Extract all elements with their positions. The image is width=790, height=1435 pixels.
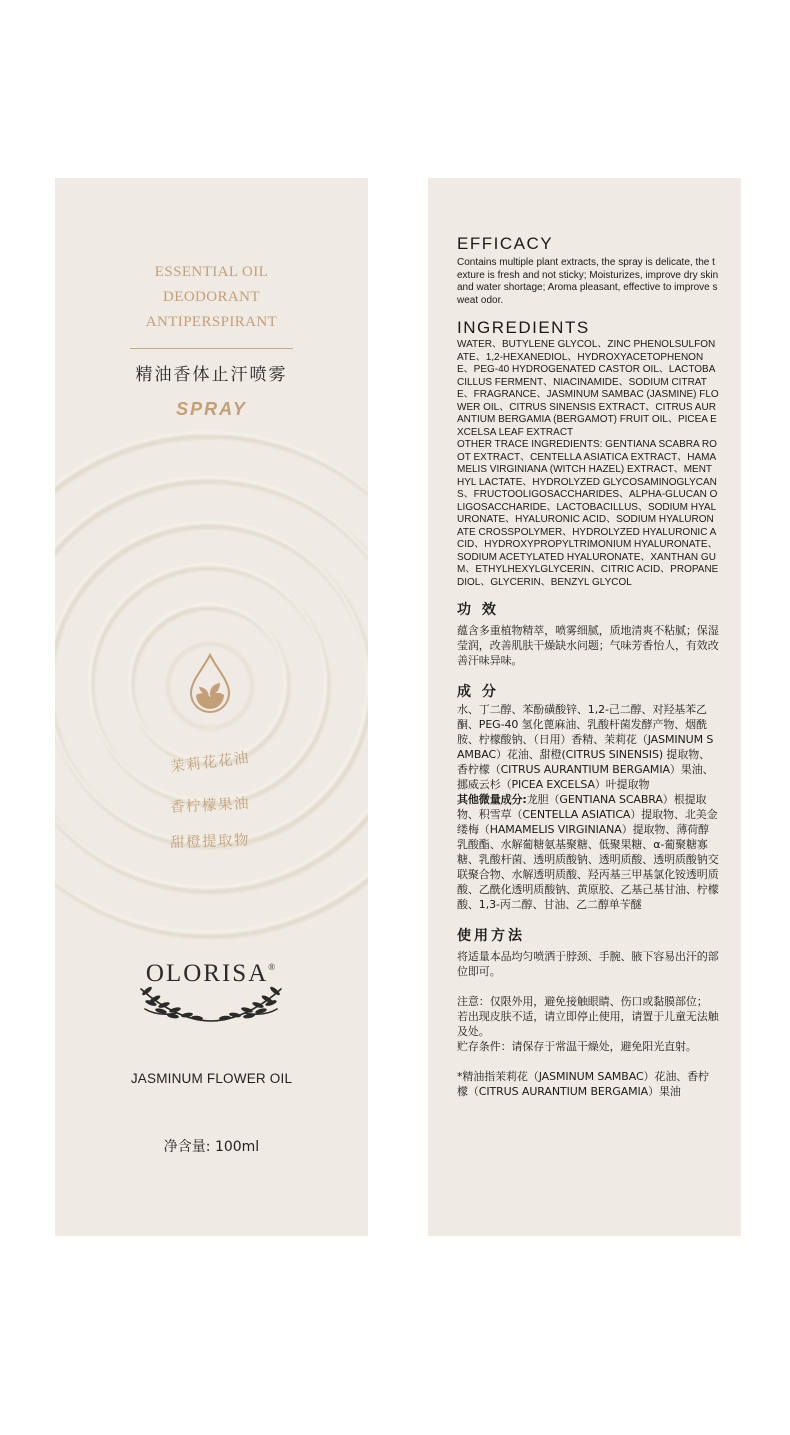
product-title-line-2: DEODORANT [163, 289, 260, 305]
efficacy-cn-text: 蕴含多重植物精萃，喷雾细腻，质地清爽不粘腻；保湿莹润，改善肌肤干燥缺水问题；气味芳香怡人，有效改善汗味异味。 [457, 624, 719, 667]
key-ingredient-3: 甜橙提取物 [169, 832, 251, 852]
product-line-name: JASMINUM FLOWER OIL [130, 1071, 293, 1086]
key-ingredient-1: 茉莉花花油 [169, 750, 251, 776]
efficacy-cn-heading: 功 效 [457, 602, 499, 618]
ingredients-cn-text: 水、丁二醇、苯酚磺酸锌、1,2-己二醇、对羟基苯乙酮、PEG-40 氢化蓖麻油、乳酸杆菌发酵产物、烟酰胺、柠檬酸钠、（日用）香精、茉莉花（JASMINUM SAMBAC）花油、甜橙(CITRUS SINENSIS) 提取物、香柠檬（CITRUS AURANTIUM BERGAMIA）果油、挪威云杉（PICEA EXCELSA）叶提取物 [457, 703, 714, 791]
efficacy-heading: EFFICACY [457, 234, 554, 253]
net-content: 净含量: 100ml [163, 1139, 260, 1155]
oil-drop-leaf-icon [189, 653, 231, 715]
efficacy-text: Contains multiple plant extracts, the spray is delicate, the texture is fresh and not sticky; Moisturizes, improve dry skin and water shortage; Aroma pleasant, effective to improve sweat odor. [457, 257, 719, 306]
back-text-column [457, 235, 719, 1099]
trace-ingredients-cn [457, 792, 719, 912]
ingredients-heading: INGREDIENTS [457, 318, 590, 337]
ingredients-text: WATER、BUTYLENE GLYCOL、ZINC PHENOLSULFONATE、1,2-HEXANEDIOL、HYDROXYACETOPHENONE、PEG-40 HYDROGENATED CASTOR OIL、LACTOBACILLUS FERMENT、NIACINAMIDE、SODIUM CITRATE、FRAGRANCE、JASMINUM SAMBAC (JASMINE) FLOWER OIL、CITRUS SINENSIS EXTRACT、CITRUS AURANTIUM BERGAMIA (BERGAMOT) FRUIT OIL、PICEA EXCELSA LEAF EXTRACT [457, 339, 719, 438]
product-title-line-1: ESSENTIAL OIL [154, 264, 269, 280]
footnote-text: *精油指茉莉花（JASMINUM SAMBAC）花油、香柠檬（CITRUS AURANTIUM BERGAMIA）果油 [457, 1070, 709, 1098]
usage-text: 将适量本品均匀喷洒于脖颈、手腕、腋下容易出汗的部位即可。 [457, 950, 719, 978]
product-title-line-3: ANTIPERSPIRANT [145, 314, 278, 330]
usage-heading: 使用方法 [457, 928, 525, 944]
key-ingredient-2: 香柠檬果油 [169, 795, 251, 817]
title-divider [130, 348, 293, 349]
trace-ingredients-text: OTHER TRACE INGREDIENTS: GENTIANA SCABRA ROOT EXTRACT、CENTELLA ASIATICA EXTRACT、HAMAMELIS VIRGINIANA (WITCH HAZEL) EXTRACT、MENTHYL LACTATE、HYDROLYZED GLYCOSAMINOGLYCANS、FRUCTOOLIGOSACCHARIDES、ALPHA-GLUCAN OLIGOSACCHARIDE、LACTOBACILLUS、SODIUM HYALURONATE、HYALURONIC ACID、SODIUM HYALURONATE CROSSPOLYMER、HYDROLYZED HYALURONIC ACID、HYDROXYPROPYLTRIMONIUM HYALURONATE、SODIUM ACETYLATED HYALURONATE、XANTHAN GUM、ETHYLHEXYLGLYCERIN、CITRIC ACID、PROPANEDIOL、GLYCERIN、BENZYL GLYCOL [457, 439, 719, 588]
olive-wreath-icon [137, 971, 285, 1027]
trace-cn-label: 其他微量成分: [457, 793, 527, 806]
storage-text: 贮存条件：请保存于常温干燥处，避免阳光直射。 [457, 1040, 697, 1053]
back-label-panel [428, 178, 741, 1236]
product-type-label: SPRAY [176, 399, 247, 419]
ingredients-cn-heading: 成 分 [457, 684, 499, 700]
caution-text: 注意：仅限外用，避免接触眼睛、伤口或黏膜部位； 若出现皮肤不适，请立即停止使用，请置于儿童无法触及处。 [457, 995, 719, 1038]
brand-logo-text: OLORISA® [145, 960, 278, 987]
trace-cn-text: 龙胆（GENTIANA SCABRA）根提取物、积雪草（CENTELLA ASIATICA）提取物、北美金缕梅（HAMAMELIS VIRGINIANA）提取物、薄荷醇乳酸酯、水解葡糖氨基聚糖、低聚果糖、α-葡聚糖寡糖、乳酸杆菌、透明质酸钠、透明质酸、透明质酸钠交联聚合物、水解透明质酸、羟丙基三甲基氯化铵透明质酸、乙酰化透明质酸钠、黄原胶、乙基己基甘油、柠檬酸、1,3-丙二醇、甘油、乙二醇单苄醚 [457, 793, 719, 911]
product-title-cn: 精油香体止汗喷雾 [135, 365, 288, 385]
front-label-panel [55, 178, 368, 1236]
